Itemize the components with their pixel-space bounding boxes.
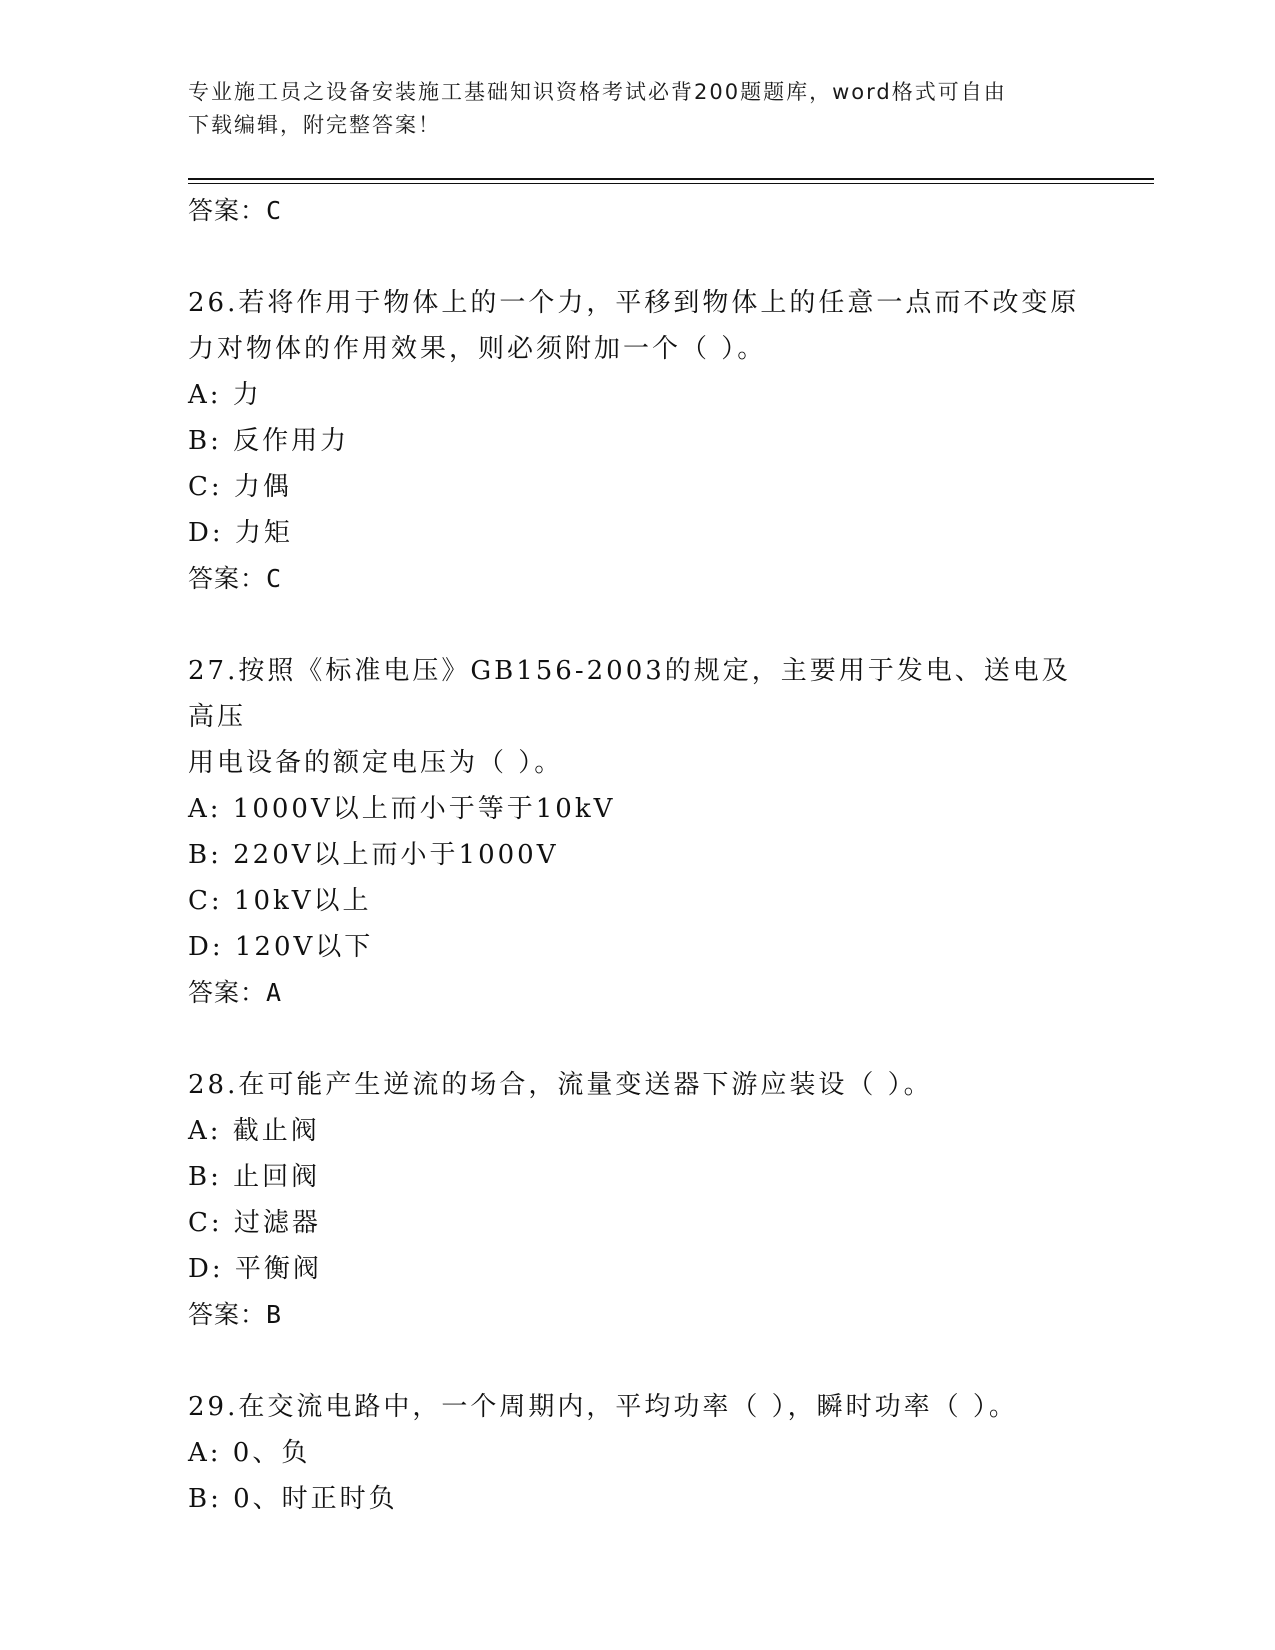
option-a: A: 0、负: [188, 1438, 311, 1468]
option-a: A: 截止阀: [188, 1116, 320, 1146]
option-d: D: 平衡阀: [188, 1254, 322, 1284]
question-answer: [188, 556, 1088, 602]
answer-value: B: [266, 1300, 283, 1329]
header-rule-thin: [188, 183, 1154, 184]
question-answer: [188, 970, 1088, 1016]
question-stem-line-2: 力对物体的作用效果，则必须附加一个（ ）。: [188, 334, 767, 364]
answer-label: 答案：: [188, 196, 267, 225]
option-b: B: 0、时正时负: [188, 1484, 398, 1514]
question-28: [188, 1062, 1088, 1338]
previous-answer: [188, 188, 1088, 234]
question-stem-line-1: 28.在可能产生逆流的场合，流量变送器下游应装设（ ）。: [188, 1070, 933, 1100]
header-rule-thick: [188, 178, 1154, 180]
option-b: B: 止回阀: [188, 1162, 321, 1192]
question-26: [188, 280, 1088, 602]
answer-value: C: [266, 564, 283, 593]
option-c: C: 10kV以上: [188, 886, 372, 916]
header-title-line-1: 专业施工员之设备安装施工基础知识资格考试必背200题题库，word格式可自由: [188, 80, 1007, 104]
answer-value: C: [266, 196, 283, 225]
document-header: [188, 76, 1088, 142]
question-list: [188, 188, 1088, 1522]
question-answer: [188, 1292, 1088, 1338]
option-d: D: 120V以下: [188, 932, 374, 962]
option-b: B: 220V以上而小于1000V: [188, 840, 559, 870]
option-a: A: 力: [188, 380, 262, 410]
option-b: B: 反作用力: [188, 426, 350, 456]
answer-value: A: [266, 978, 283, 1007]
question-stem-line-1: 27.按照《标准电压》GB156-2003的规定，主要用于发电、送电及高压: [188, 656, 1071, 732]
question-27: [188, 648, 1088, 1016]
header-title-line-2: 下载编辑，附完整答案！: [188, 113, 441, 137]
option-d: D: 力矩: [188, 518, 293, 548]
answer-label: 答案：: [188, 978, 267, 1007]
question-stem-line-1: 29.在交流电路中，一个周期内，平均功率（ ），瞬时功率（ ）。: [188, 1392, 1018, 1422]
answer-label: 答案：: [188, 1300, 267, 1329]
question-stem-line-1: 26.若将作用于物体上的一个力，平移到物体上的任意一点而不改变原: [188, 288, 1080, 318]
answer-label: 答案：: [188, 564, 267, 593]
question-29: [188, 1384, 1088, 1522]
option-c: C: 过滤器: [188, 1208, 321, 1238]
question-stem-line-2: 用电设备的额定电压为（ ）。: [188, 748, 564, 778]
option-c: C: 力偶: [188, 472, 292, 502]
option-a: A: 1000V以上而小于等于10kV: [188, 794, 616, 824]
